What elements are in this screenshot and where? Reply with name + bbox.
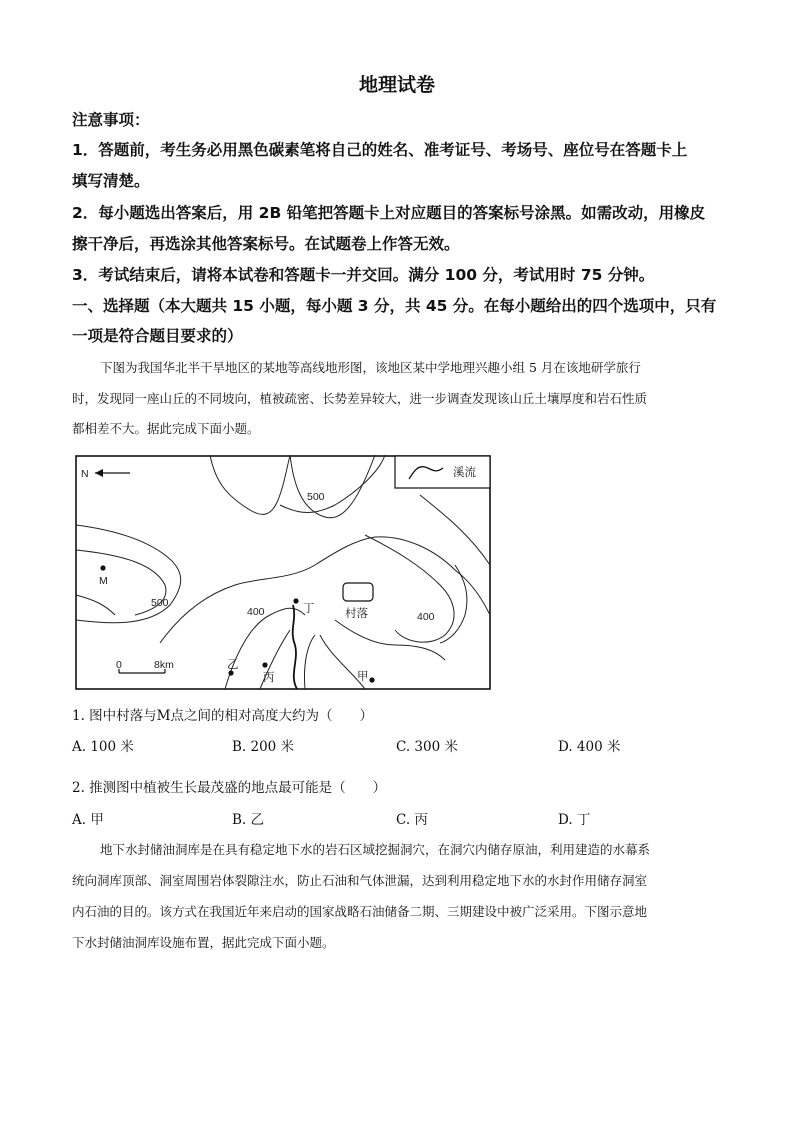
question-1-stem: 1. 图中村落与M点之间的相对高度大约为（ ） — [72, 708, 373, 724]
contour-map — [75, 455, 491, 690]
question-1-option-b: B. 200 米 — [232, 739, 295, 755]
point-jia-label: 甲 — [357, 669, 369, 683]
passage-1-line-2: 时，发现同一座山丘的不同坡向，植被疏密、长势差异较大，进一步调查发现该山丘土壤厚度和岩石性质 — [72, 391, 648, 406]
question-2-option-b: B. 乙 — [232, 812, 265, 828]
notice-heading: 注意事项： — [72, 111, 150, 129]
passage-2-line-3: 内石油的目的。该方式在我国近年来启动的国家战略石油储备二期、三期建设中被广泛采用。下图示意地 — [72, 904, 648, 919]
question-1-option-a: A. 100 米 — [72, 739, 134, 755]
question-2-stem: 2. 推测图中植被生长最茂盛的地点最可能是（ ） — [72, 780, 387, 796]
contour-label-400-mid: 400 — [247, 606, 265, 618]
passage-1-line-3: 都相差不大。据此完成下面小题。 — [72, 421, 260, 436]
scale-start-label: 0 — [116, 659, 122, 671]
point-yi-label: 乙 — [227, 657, 239, 671]
village-icon — [343, 583, 373, 601]
question-2-option-a: A. 甲 — [72, 812, 104, 828]
point-bing-marker — [262, 662, 267, 667]
point-jia-marker — [369, 677, 374, 682]
section-heading-line-1: 一、选择题（本大题共 15 小题，每小题 3 分，共 45 分。在每小题给出的四个选项中，只有 — [72, 297, 717, 315]
passage-1-line-1: 下图为我国华北半干旱地区的某地等高线地形图，该地区某中学地理兴趣小组 5 月在该地研学旅行 — [100, 360, 641, 375]
notice-item-3: 3．考试结束后，请将本试卷和答题卡一并交回。满分 100 分，考试用时 75 分钟。 — [72, 266, 655, 284]
point-m-label: M — [99, 575, 108, 587]
question-1-option-c: C. 300 米 — [396, 739, 458, 755]
point-ding-marker — [293, 598, 298, 603]
question-1-option-d: D. 400 米 — [558, 739, 621, 755]
section-heading-line-2: 一项是符合题目要求的） — [72, 327, 243, 345]
legend-label: 溪流 — [453, 465, 476, 479]
contour-label-400-right: 400 — [417, 611, 435, 623]
north-label: N — [81, 468, 89, 480]
passage-2-line-4: 下水封储油洞库设施布置，据此完成下面小题。 — [72, 935, 335, 950]
question-2-option-d: D. 丁 — [558, 812, 591, 828]
passage-2-line-2: 统向洞库顶部、洞室周围岩体裂隙注水，防止石油和气体泄漏，达到利用稳定地下水的水封作用储存洞室 — [72, 873, 648, 888]
scale-end-label: 8km — [154, 659, 174, 671]
point-bing-label: 丙 — [263, 670, 275, 684]
notice-item-1-line-1: 1．答题前，考生务必用黑色碳素笔将自己的姓名、准考证号、考场号、座位号在答题卡上 — [72, 141, 688, 159]
notice-item-2-line-1: 2．每小题选出答案后，用 2B 铅笔把答题卡上对应题目的答案标号涂黑。如需改动，用橡皮 — [72, 204, 706, 222]
point-yi-marker — [228, 670, 233, 675]
point-m-marker — [100, 565, 105, 570]
point-ding-label: 丁 — [303, 601, 315, 615]
notice-item-1-line-2: 填写清楚。 — [72, 172, 150, 190]
notice-item-2-line-2: 擦干净后，再选涂其他答案标号。在试题卷上作答无效。 — [72, 235, 460, 253]
page-title: 地理试卷 — [358, 74, 435, 96]
passage-2-line-1: 地下水封储油洞库是在具有稳定地下水的岩石区域挖掘洞穴，在洞穴内储存原油，利用建造的水幕系 — [100, 842, 651, 857]
contour-label-500-left: 500 — [151, 597, 169, 609]
question-2-option-c: C. 丙 — [396, 812, 428, 828]
contour-label-500-top: 500 — [307, 491, 325, 503]
village-label: 村落 — [345, 606, 368, 620]
